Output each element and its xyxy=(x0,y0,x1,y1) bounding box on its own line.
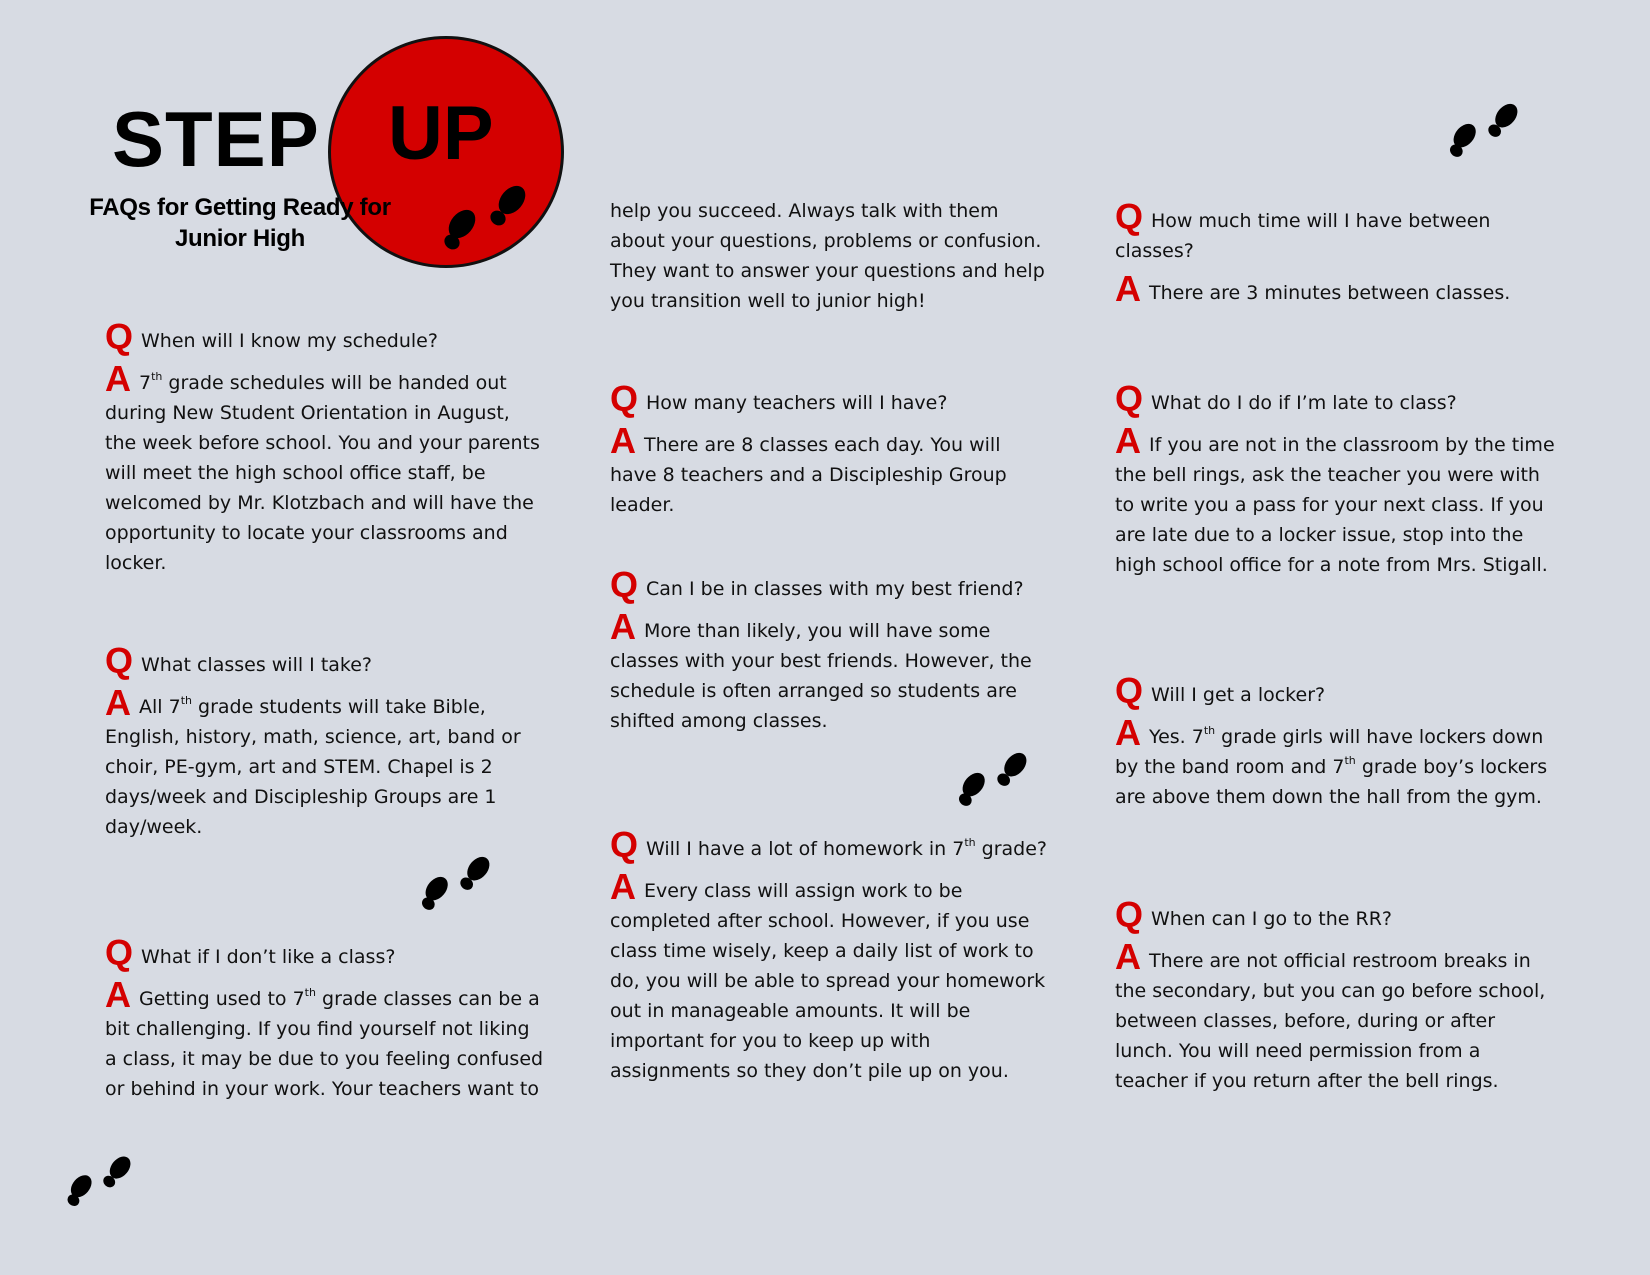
answer-text: help you succeed. Always talk with them about your questions, problems or confusion. They want to answer your questions and help you transition well to junior high! xyxy=(610,200,1045,312)
question-marker: Q xyxy=(105,932,134,973)
logo-step-text: STEP xyxy=(112,95,320,183)
faq-dislike-class-continued xyxy=(610,196,1050,316)
answer-text-pre: 7 xyxy=(139,372,152,394)
faq-schedule xyxy=(105,316,545,578)
question-text: What if I don’t like a class? xyxy=(141,946,396,968)
answer-text: grade students will take Bible, English, history, math, science, art, band or choir, PE-gym, art and STEM. Chapel is 2 days/week and Discipleship Groups are 1 day/week. xyxy=(105,696,521,838)
ordinal-suffix: th xyxy=(180,694,192,707)
answer-text-pre: Yes. 7 xyxy=(1149,726,1204,748)
answer-text: There are 8 classes each day. You will have 8 teachers and a Discipleship Group leader. xyxy=(610,434,1007,516)
answer-text-pre: All 7 xyxy=(139,696,181,718)
faq-time-between xyxy=(1115,196,1555,309)
answer-marker: A xyxy=(1115,420,1141,461)
question-marker: Q xyxy=(1115,196,1144,237)
answer-marker: A xyxy=(1115,268,1141,309)
ordinal-suffix: th xyxy=(964,836,976,849)
faq-locker xyxy=(1115,670,1555,812)
question-text: grade? xyxy=(975,838,1048,860)
footprints-icon xyxy=(440,180,540,252)
answer-marker: A xyxy=(610,420,636,461)
answer-text-mid: grade girls will have lockers down by the band room and 7 xyxy=(1115,726,1544,778)
faq-homework xyxy=(610,824,1050,1086)
answer-marker: A xyxy=(610,606,636,647)
answer-marker: A xyxy=(610,866,636,907)
answer-text: grade schedules will be handed out during New Student Orientation in August, the week before school. You and your parents will meet the high school office staff, be welcomed by Mr. Klotzbach and will have the opportunity to locate your classrooms and locker. xyxy=(105,372,540,574)
question-text: When will I know my schedule? xyxy=(141,330,438,352)
question-marker: Q xyxy=(105,640,134,681)
question-marker: Q xyxy=(610,824,639,865)
faq-late-to-class xyxy=(1115,378,1555,580)
ordinal-suffix: th xyxy=(1344,754,1356,767)
footprints-icon xyxy=(1443,99,1533,159)
answer-text: grade boy’s lockers are above them down the hall from the gym. xyxy=(1115,756,1548,808)
footprints-icon xyxy=(63,1152,143,1208)
subtitle-line-1: FAQs for Getting Ready for xyxy=(89,194,391,221)
question-text-pre: Will I have a lot of homework in 7 xyxy=(646,838,965,860)
question-text: When can I go to the RR? xyxy=(1151,908,1392,930)
logo-up-text: UP xyxy=(388,91,494,176)
answer-marker: A xyxy=(105,682,131,723)
answer-marker: A xyxy=(105,974,131,1015)
faq-dislike-class xyxy=(105,932,545,1104)
answer-text: More than likely, you will have some classes with your best friends. However, the schedule is often arranged so students are shifted among classes. xyxy=(610,620,1032,732)
ordinal-suffix: th xyxy=(304,986,316,999)
question-marker: Q xyxy=(610,378,639,419)
answer-text: There are not official restroom breaks in the secondary, but you can go before school, between classes, before, during or after lunch. You will need permission from a teacher if you return after the bell rings. xyxy=(1115,950,1546,1092)
footprints-icon xyxy=(952,748,1042,808)
answer-text: If you are not in the classroom by the time the bell rings, ask the teacher you were with to write you a pass for your next class. If you are late due to a locker issue, stop into the high school office for a note from Mrs. Stigall. xyxy=(1115,434,1555,576)
answer-text: grade classes can be a bit challenging. If you find yourself not liking a class, it may be due to you feeling confused or behind in your work. Your teachers want to xyxy=(105,988,544,1100)
page-subtitle xyxy=(70,192,410,254)
ordinal-suffix: th xyxy=(151,370,163,383)
question-marker: Q xyxy=(1115,894,1144,935)
question-marker: Q xyxy=(610,564,639,605)
answer-text: There are 3 minutes between classes. xyxy=(1149,282,1511,304)
question-marker: Q xyxy=(1115,378,1144,419)
question-marker: Q xyxy=(105,316,134,357)
answer-marker: A xyxy=(1115,712,1141,753)
question-text: What classes will I take? xyxy=(141,654,373,676)
answer-text: Every class will assign work to be completed after school. However, if you use class time wisely, keep a daily list of work to do, you will be able to spread your homework out in manageable amounts. It will be important for you to keep up with assignments so they don’t pile up on you. xyxy=(610,880,1046,1082)
footprints-icon xyxy=(416,852,504,912)
faq-restroom xyxy=(1115,894,1555,1096)
answer-marker: A xyxy=(105,358,131,399)
question-text: Will I get a locker? xyxy=(1151,684,1326,706)
question-text: How many teachers will I have? xyxy=(646,392,948,414)
answer-marker: A xyxy=(1115,936,1141,977)
question-text: How much time will I have between classes? xyxy=(1115,210,1491,262)
answer-text-pre: Getting used to 7 xyxy=(139,988,305,1010)
question-text: Can I be in classes with my best friend? xyxy=(646,578,1024,600)
subtitle-line-2: Junior High xyxy=(174,225,306,252)
ordinal-suffix: th xyxy=(1203,724,1216,737)
faq-teachers xyxy=(610,378,1050,520)
faq-best-friend xyxy=(610,564,1050,736)
question-marker: Q xyxy=(1115,670,1144,711)
faq-classes xyxy=(105,640,545,842)
question-text: What do I do if I’m late to class? xyxy=(1151,392,1457,414)
